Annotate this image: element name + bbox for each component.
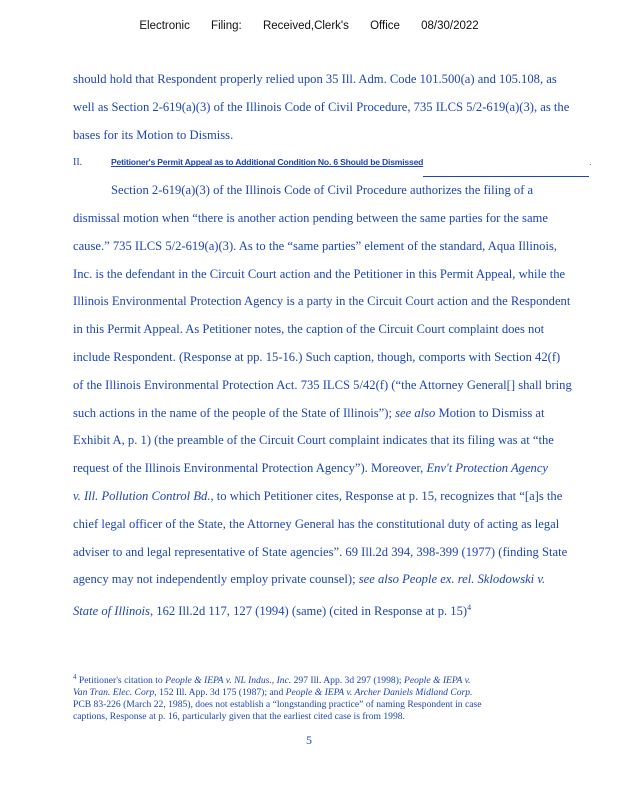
paragraph-line: Illinois Environmental Protection Agency is a party in the Circuit Court action and the Respondent bbox=[73, 294, 571, 309]
paragraph-line: Exhibit A, p. 1) (the preamble of the Circuit Court complaint indicates that its filing was at “the bbox=[73, 433, 554, 448]
paragraph-line bbox=[73, 455, 613, 483]
case-name: People & IEPA v. bbox=[403, 675, 471, 687]
paragraph-line bbox=[73, 483, 613, 511]
paragraph-line: in this Permit Appeal. As Petitioner notes, the caption of the Circuit Court complaint does not bbox=[73, 322, 545, 337]
case-name: Van Tran. Elec. Corp bbox=[73, 687, 155, 699]
footnote-marker: 4 bbox=[73, 673, 77, 681]
footnote-line bbox=[73, 687, 613, 699]
text-run: , 152 Ill. App. 3d 175 (1987); and bbox=[154, 687, 286, 699]
paragraph-line: adviser to and legal representative of State agencies”. 69 Ill.2d 394, 398-399 (1977) (finding State bbox=[73, 544, 568, 559]
paragraph-line bbox=[73, 400, 613, 428]
header-received: Received,Clerk's bbox=[262, 20, 349, 32]
text-run: Petitioner's citation to bbox=[78, 675, 166, 687]
text-run: , 162 Ill.2d 117, 127 (1994) (same) (cited in Response at p. 15) bbox=[149, 604, 468, 619]
case-name: v. Ill. Pollution Control Bd. bbox=[73, 488, 211, 503]
heading-underline bbox=[423, 166, 589, 177]
text-run: 297 Ill. App. 3d 297 (1998); bbox=[291, 675, 404, 687]
case-name: Env't Protection Agency bbox=[426, 461, 549, 476]
heading-end-mark: . bbox=[589, 157, 592, 168]
body-line: bases for its Motion to Dismiss. bbox=[73, 127, 234, 142]
paragraph-line: cause.” 735 ILCS 5/2-619(a)(3). As to the “same parties” element of the standard, Aqua Illinois, bbox=[73, 238, 558, 253]
text-run: request of the Illinois Environmental Protection Agency”). Moreover, bbox=[73, 461, 427, 476]
text-run: , to which Petitioner cites, Response at p. 15, recognizes that “[a]s the bbox=[210, 488, 563, 503]
footnote-reference: 4 bbox=[467, 603, 472, 613]
body-line: well as Section 2-619(a)(3) of the Illinois Code of Civil Procedure, 735 ILCS 5/2-619(a)(3), as the bbox=[73, 99, 570, 114]
efiling-header bbox=[0, 20, 618, 32]
body-line: should hold that Respondent properly relied upon 35 Ill. Adm. Code 101.500(a) and 105.108, as bbox=[73, 72, 557, 86]
paragraph-line bbox=[73, 594, 613, 622]
text-run: agency may not independently employ private counsel); bbox=[73, 572, 359, 587]
case-name: see also People ex. rel. Sklodowski v. bbox=[358, 572, 546, 587]
paragraph-line bbox=[73, 566, 613, 594]
paragraph-line: chief legal officer of the State, the Attorney General has the constitutional duty of acting as legal bbox=[73, 516, 560, 531]
paragraph-line: dismissal motion when “there is another action pending between the same parties for the same bbox=[73, 210, 548, 225]
header-filing: Filing: bbox=[211, 20, 242, 32]
footnote-line: captions, Response at p. 16, particularly given that the earliest cited case is from 1998. bbox=[73, 711, 405, 723]
section-title: Petitioner's Permit Appeal as to Additional Condition No. 6 Should be Dismissed bbox=[111, 157, 424, 168]
footnote-line bbox=[73, 671, 613, 687]
paragraph-line: of the Illinois Environmental Protection Act. 735 ILCS 5/42(f) (“the Attorney General[] shall bring bbox=[73, 377, 572, 392]
header-date: 08/30/2022 bbox=[421, 20, 479, 32]
text-run: such actions in the name of the people of the State of Illinois”); bbox=[73, 405, 396, 420]
paragraph-line: Inc. is the defendant in the Circuit Court action and the Petitioner in this Permit Appeal, while the bbox=[73, 266, 566, 281]
page-number: 5 bbox=[306, 733, 312, 747]
paragraph-line: Section 2-619(a)(3) of the Illinois Code of Civil Procedure authorizes the filing of a bbox=[111, 183, 534, 198]
case-name: State of Illinois bbox=[73, 604, 150, 619]
text-run: Motion to Dismiss at bbox=[435, 405, 545, 420]
paragraph-line: include Respondent. (Response at pp. 15-16.) Such caption, though, comports with Section 42(f) bbox=[73, 349, 561, 364]
section-number: II. bbox=[73, 157, 83, 169]
footnote-line: PCB 83-226 (March 22, 1985), does not establish a “longstanding practice” of naming Respondent in case bbox=[73, 699, 482, 711]
footnote bbox=[73, 671, 613, 723]
header-electronic: Electronic bbox=[139, 20, 190, 32]
case-name: People & IEPA v. NL Indus., Inc. bbox=[165, 675, 292, 687]
document-body bbox=[73, 66, 613, 622]
case-name: People & IEPA v. Archer Daniels Midland Corp. bbox=[285, 687, 473, 699]
citation-signal: see also bbox=[395, 405, 436, 420]
section-heading bbox=[73, 149, 613, 177]
header-office: Office bbox=[370, 20, 400, 32]
